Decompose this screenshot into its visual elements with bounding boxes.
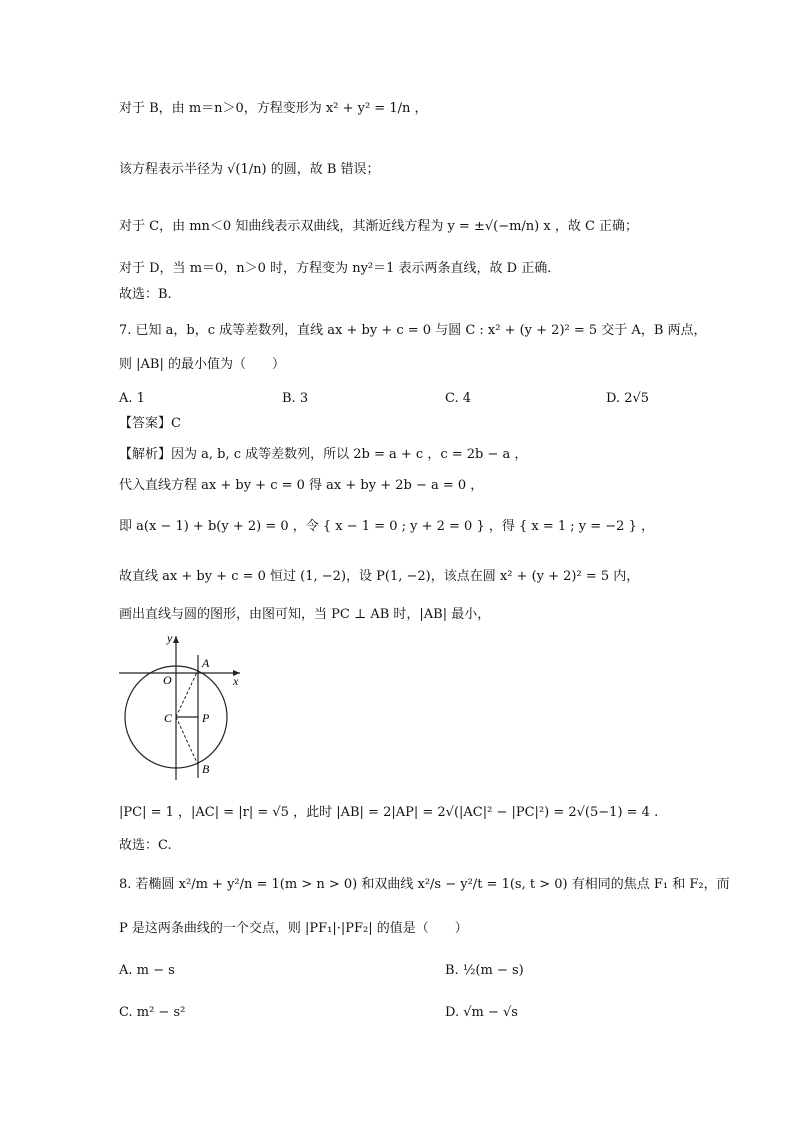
point-c-label: C bbox=[164, 711, 173, 725]
answer-label: 【答案】C bbox=[119, 416, 181, 431]
q7-option-c: C. 4 bbox=[445, 391, 472, 406]
origin-label: O bbox=[163, 673, 172, 687]
text-line: 故选：C. bbox=[119, 838, 172, 853]
text-line: 对于 D，当 m＝0，n＞0 时，方程变为 ny²＝1 表示两条直线，故 D 正确． bbox=[119, 261, 561, 276]
text-line: 对于 C，由 mn＜0 知曲线表示双曲线，其渐近线方程为 y = ±√(−m/n) x ，故 C 正确； bbox=[119, 219, 639, 234]
q7-option-b: B. 3 bbox=[282, 391, 309, 406]
q8-option-b: B. ½(m − s) bbox=[445, 963, 524, 978]
q8-option-d: D. √m − √s bbox=[445, 1005, 518, 1020]
question-7-prompt: 则 |AB| 的最小值为（ ） bbox=[119, 357, 285, 372]
question-8-prompt: P 是这两条曲线的一个交点，则 |PF₁|·|PF₂| 的值是（ ） bbox=[119, 921, 468, 936]
text-line: 该方程表示半径为 √(1/n) 的圆，故 B 错误； bbox=[119, 162, 380, 177]
point-a-label: A bbox=[202, 656, 210, 670]
text-line: 故直线 ax + by + c = 0 恒过 (1, −2)，设 P(1, −2)，该点在圆 x² + (y + 2)² = 5 内， bbox=[119, 569, 640, 584]
q8-option-a: A. m − s bbox=[119, 963, 175, 978]
text-line: 故选：B. bbox=[119, 287, 172, 302]
text-line: 代入直线方程 ax + by + c = 0 得 ax + by + 2b − a = 0 ， bbox=[119, 478, 484, 493]
point-b-label: B bbox=[202, 762, 210, 776]
q7-option-d: D. 2√5 bbox=[606, 391, 650, 406]
x-axis-label: x bbox=[233, 674, 239, 688]
point-p-label: P bbox=[202, 711, 210, 725]
segment-cb bbox=[176, 717, 198, 765]
question-7-stem: 7. 已知 a，b，c 成等差数列，直线 ax + by + c = 0 与圆 C : x² + (y + 2)² = 5 交于 A，B 两点， bbox=[119, 323, 707, 338]
text-line: 【解析】因为 a, b, c 成等差数列，所以 2b = a + c ，c = 2b − a ， bbox=[119, 447, 528, 462]
segment-ca bbox=[176, 670, 198, 717]
q8-option-c: C. m² − s² bbox=[119, 1005, 186, 1020]
q7-option-a: A. 1 bbox=[119, 391, 145, 406]
text-line: |PC| = 1 ，|AC| = |r| = √5 ，此时 |AB| = 2|AP| = 2√(|AC|² − |PC|²) = 2√(5−1) = 4 . bbox=[119, 805, 659, 820]
text-line: 对于 B，由 m＝n＞0，方程变形为 x² + y² = 1/n ， bbox=[119, 101, 428, 116]
y-axis-arrow bbox=[173, 636, 179, 643]
y-axis-label: y bbox=[167, 631, 173, 645]
question-8-stem: 8. 若椭圆 x²/m + y²/n = 1(m > n > 0) 和双曲线 x²/s − y²/t = 1(s, t > 0) 有相同的焦点 F₁ 和 F₂，而 bbox=[119, 877, 730, 892]
text-line: 即 a(x − 1) + b(y + 2) = 0 ，令 { x − 1 = 0 ; y + 2 = 0 } ，得 { x = 1 ; y = −2 } ， bbox=[119, 519, 654, 534]
text-line: 画出直线与圆的图形，由图可知，当 PC ⊥ AB 时，|AB| 最小， bbox=[119, 607, 491, 622]
